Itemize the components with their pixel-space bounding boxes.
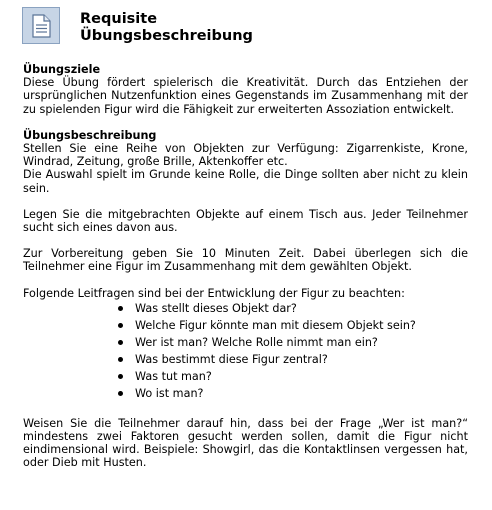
list-item: Was bestimmt diese Figur zentral?	[117, 351, 468, 368]
title-line-2: Übungsbeschreibung	[80, 28, 253, 44]
section-heading-goals: Übungsziele	[23, 63, 101, 76]
document-body	[23, 63, 468, 470]
list-item: Was tut man?	[117, 368, 468, 385]
description-paragraph-1: Stellen Sie eine Reihe von Objekten zur Verfügung: Zigarrenkiste, Krone, Windrad, Zeitung, große Brille, Aktenkoffer etc.	[23, 142, 468, 169]
list-item: Was stellt dieses Objekt dar?	[117, 300, 468, 317]
document-icon	[22, 7, 60, 44]
description-paragraph-3: Legen Sie die mitgebrachten Objekte auf einem Tisch aus. Jeder Teilnehmer sucht sich eines davon aus.	[23, 207, 468, 235]
description-paragraph-4: Zur Vorbereitung geben Sie 10 Minuten Zeit. Dabei überlegen sich die Teilnehmer eine Figur im Zusammenhang mit dem gewählten Objekt.	[23, 247, 468, 274]
page-title	[80, 11, 340, 45]
list-item: Welche Figur könnte man mit diesem Objekt sein?	[117, 317, 468, 334]
title-line-1: Requisite	[80, 11, 158, 27]
guiding-questions-list	[23, 300, 468, 402]
description-paragraph-5: Folgende Leitfragen sind bei der Entwicklung der Figur zu beachten:	[23, 286, 405, 300]
list-item: Wo ist man?	[117, 385, 468, 402]
section-heading-description: Übungsbeschreibung	[23, 128, 157, 142]
description-paragraph-6: Weisen Sie die Teilnehmer darauf hin, dass bei der Frage „Wer ist man?“ mindestens zwei Faktoren gesucht werden sollen, damit die Figur nicht eindimensional wird. Beispiele: Showgirl, das die Kontaktlinsen vergessen hat, oder Dieb mit Husten.	[23, 416, 468, 470]
goals-text: Diese Übung fördert spielerisch die Kreativität. Durch das Entziehen der ursprünglichen Nutzenfunktion eines Gegenstands im Zusammenhang mit der zu spielenden Figur wird die Fähigkeit zur erweiterten Assoziation entwickelt.	[23, 76, 468, 116]
description-paragraph-2: Die Auswahl spielt im Grunde keine Rolle, die Dinge sollten aber nicht zu klein sein.	[23, 168, 468, 195]
list-item: Wer ist man? Welche Rolle nimmt man ein?	[117, 334, 468, 351]
